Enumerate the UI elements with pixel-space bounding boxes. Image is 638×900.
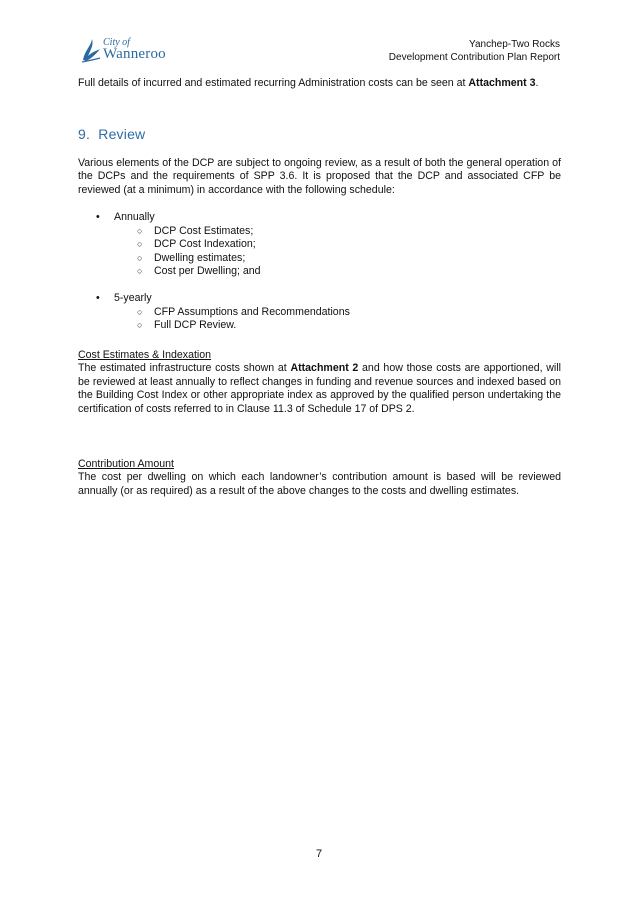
list-item: [114, 225, 350, 239]
bullet-icon: •: [96, 291, 100, 304]
section-heading: [78, 126, 145, 142]
cost-estimates-section: [78, 349, 561, 416]
circle-bullet-icon: ○: [137, 239, 143, 250]
bullet-icon: •: [96, 211, 100, 223]
logo-city-of: City of: [103, 37, 130, 48]
list-item: [114, 306, 350, 320]
list-item: [78, 292, 350, 333]
report-header: [389, 38, 560, 64]
contribution-section: [78, 458, 561, 498]
logo-wanneroo: Wanneroo: [103, 46, 166, 62]
list-item-text: DCP Cost Estimates;: [154, 224, 254, 237]
sub-list: [114, 306, 350, 333]
swan-emblem-icon: [80, 36, 102, 64]
cost-text-a: The estimated infrastructure costs shown at: [78, 362, 291, 375]
list-item: [114, 265, 350, 279]
intro-attachment-ref: Attachment 3: [468, 77, 536, 89]
list-item-text: Full DCP Review.: [154, 319, 237, 332]
list-item: [114, 319, 350, 333]
cost-attachment-ref: Attachment 2: [290, 362, 359, 375]
intro-end: .: [535, 77, 539, 89]
city-of-wanneroo-logo: [80, 36, 190, 66]
cost-text-b: and how those costs are apportioned, will be reviewed at least annually to reflect changes in funding and revenue sources and indexed based on the Building Cost Index or other appropriate index as approved by the qualified person undertaking the certification of costs referred to in Clause 11.3 of Schedule 17 of DPS 2.: [78, 362, 561, 415]
list-item-text: Cost per Dwelling; and: [154, 265, 261, 278]
circle-bullet-icon: ○: [137, 306, 143, 317]
list-item-text: DCP Cost Indexation;: [154, 238, 256, 251]
intro-text: Full details of incurred and estimated recurring Administration costs can be seen at: [78, 77, 469, 89]
list-item-text: CFP Assumptions and Recommendations: [154, 305, 350, 318]
circle-bullet-icon: ○: [137, 320, 143, 331]
list-item: [114, 238, 350, 252]
cost-estimates-heading: Cost Estimates & Indexation: [78, 349, 212, 361]
list-item-text: Dwelling estimates;: [154, 251, 246, 264]
review-schedule-list: [78, 211, 350, 333]
intro-paragraph: [78, 77, 561, 90]
list-item: [78, 211, 350, 279]
contribution-heading: Contribution Amount: [78, 458, 174, 470]
page-number: 7: [315, 848, 323, 860]
schedule-label: Annually: [114, 211, 155, 223]
header-project-name: Yanchep-Two Rocks: [469, 39, 560, 50]
circle-bullet-icon: ○: [137, 266, 143, 277]
sub-list: [114, 225, 350, 279]
cost-estimates-paragraph: [78, 362, 561, 416]
header-report-title: Development Contribution Plan Report: [388, 52, 560, 63]
list-item: [114, 252, 350, 266]
list-spacer: [78, 279, 350, 292]
schedule-label: 5-yearly: [114, 291, 152, 304]
contribution-paragraph: The cost per dwelling on which each landowner’s contribution amount is based will be reviewed annually (or as required) as a result of the above changes to the costs and dwelling estimates.: [78, 471, 561, 497]
section-number: 9.: [78, 126, 91, 142]
circle-bullet-icon: ○: [137, 225, 143, 236]
section-title: Review: [98, 126, 146, 142]
review-paragraph: Various elements of the DCP are subject to ongoing review, as a result of both the general operation of the DCPs and the requirements of SPP 3.6. It is proposed that the DCP and associated CFP be reviewed (at a minimum) in accordance with the following schedule:: [78, 157, 561, 196]
circle-bullet-icon: ○: [137, 252, 143, 263]
